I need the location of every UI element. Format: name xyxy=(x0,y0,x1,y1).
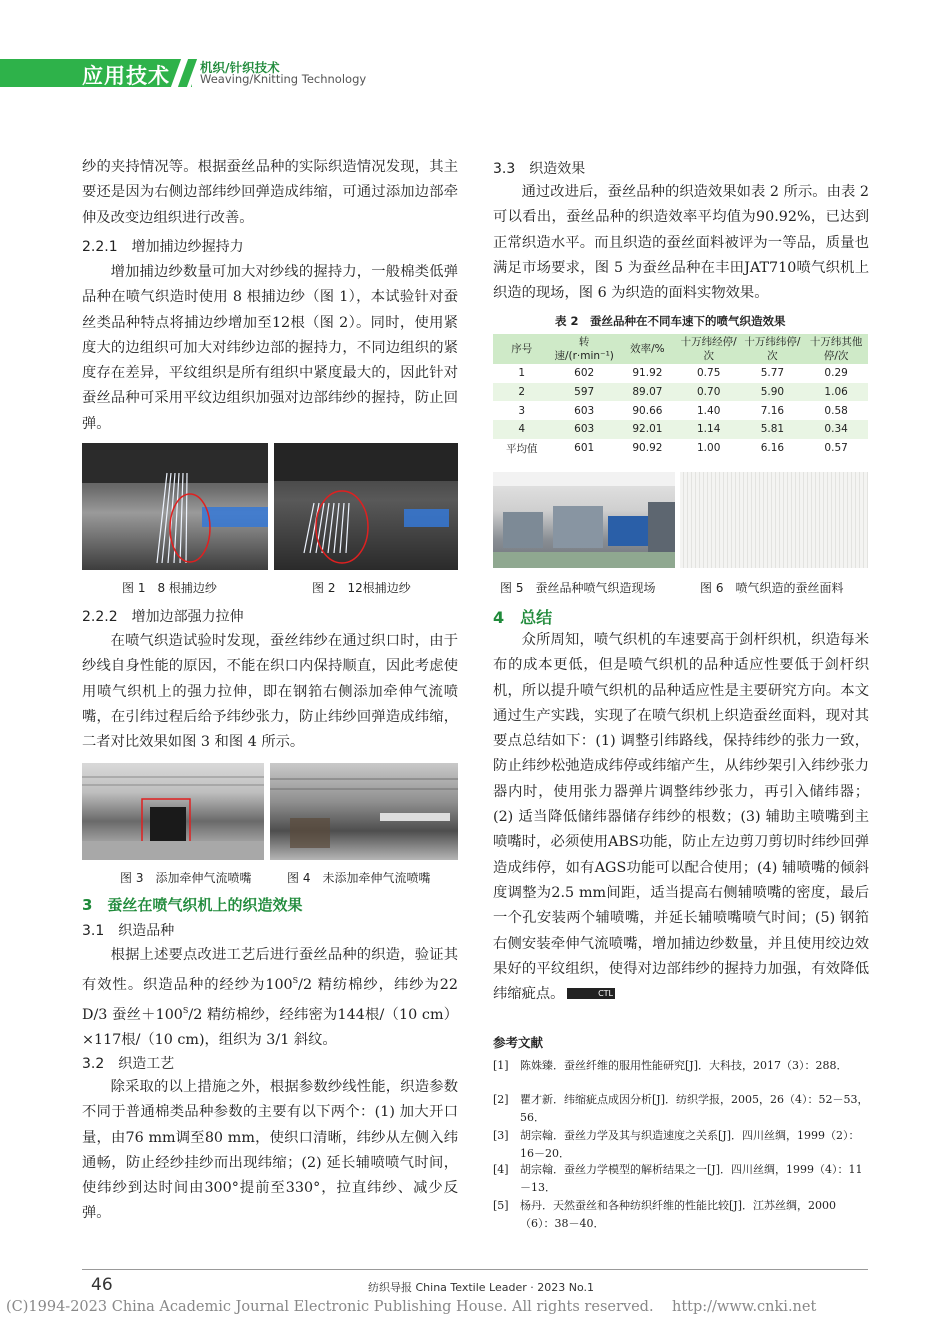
table-cell: 92.01 xyxy=(618,420,677,439)
table-cell: 0.29 xyxy=(804,364,868,383)
table-header-cell: 序号 xyxy=(493,334,550,364)
header-section: 应用技术 xyxy=(82,64,170,88)
reference-item xyxy=(493,1161,873,1197)
subsection-3-2: 3.2 织造工艺 xyxy=(82,1056,175,1072)
paragraph-4-text: 众所周知，喷气织机的车速要高于剑杆织机，织造每米布的成本更低，但是喷气织机的品种适应性要低于剑杆织机，所以提升喷气织机的品种适应性是主要研究方向。本文通过生产实践，实现了在喷气织机上织造蚕丝面料，现对其要点总结如下：(1) 调整引纬路线，保持纬纱的张力一致，防止纬纱松弛造成纬停或纬缩产生，从纬纱架引入纬纱张力器内时，使用张力器弹片调整纬纱张力，再引入储纬器；(2) 适当降低储纬器储存纬纱的根数；(3) 辅助主喷嘴到主喷嘴时，必须使用ABS功能，防止左边剪刀剪切时纬纱回弹造成纬停，如有AGS功能可以配合使用；(4) 辅喷嘴的倾斜度调整为2.5 mm间距，适当提高右侧辅喷嘴的密度，最后一个孔安装两个辅喷嘴，并延长辅喷嘴喷气时间；(5) 钢筘右侧安装牵伸气流喷嘴，增加捕边纱数量，并且使用绞边效果好的平纹组织，使得对边部纬纱的握持力加强，有效降低纬缩疵点。 xyxy=(493,632,869,1003)
reference-text: 胡宗翰．蚕丝力学及其与织造速度之关系[J]．四川丝绸，1999（2）：16－20． xyxy=(520,1129,860,1160)
table-header-cell: 十万纬经停/次 xyxy=(677,334,741,364)
references-title: 参考文献 xyxy=(493,1035,544,1050)
table-cell: 3 xyxy=(493,401,550,420)
table-2-title: 表 2 蚕丝品种在不同车速下的喷气织造效果 xyxy=(555,314,786,328)
superscript-s-2: S xyxy=(182,1006,189,1016)
reference-item xyxy=(493,1057,873,1093)
reference-item xyxy=(493,1127,873,1163)
subsection-2-2-1: 2.2.1 增加捕边纱握持力 xyxy=(82,239,244,255)
reference-text: 胡宗翰．蚕丝力学模型的解析结果之一[J]．四川丝绸，1999（4）：11－13． xyxy=(520,1163,863,1194)
figure-4-photo xyxy=(270,763,458,860)
figure-3-photo xyxy=(82,763,264,860)
paragraph-3-1-part2: /2 精纺棉纱，纬纱为22 D/3 蚕丝＋100 xyxy=(82,977,458,1024)
footer-copyright: (C)1994-2023 China Academic Journal Electronic Publishing House. All rights reserved. http://www.cnki.net xyxy=(6,1299,817,1315)
table-row xyxy=(493,383,868,402)
reference-item xyxy=(493,1197,873,1233)
reference-text: 瞿才新．纬缩疵点成因分析[J]．纺织学报，2005，26（4）：52－53，56． xyxy=(520,1093,869,1124)
table-header-cell: 转速/(r·min⁻¹) xyxy=(550,334,618,364)
paragraph-3-1 xyxy=(82,943,458,1054)
figure-4-caption: 图 4 未添加牵伸气流喷嘴 xyxy=(287,871,431,885)
end-mark: CTL xyxy=(567,988,615,999)
table-cell: 5.90 xyxy=(741,383,805,402)
table-cell: 5.77 xyxy=(741,364,805,383)
reference-item xyxy=(493,1091,873,1127)
table-cell: 602 xyxy=(550,364,618,383)
figure-1-caption: 图 1 8 根捕边纱 xyxy=(122,581,217,595)
table-cell: 90.92 xyxy=(618,439,677,458)
table-cell: 1.00 xyxy=(677,439,741,458)
table-cell: 603 xyxy=(550,420,618,439)
reference-text: 杨丹．天然蚕丝和各种纺织纤维的性能比较[J]．江苏丝绸，2000（6）：38－40． xyxy=(520,1199,836,1230)
table-cell: 1.14 xyxy=(677,420,741,439)
table-cell: 603 xyxy=(550,401,618,420)
table-2 xyxy=(493,334,868,457)
table-cell: 2 xyxy=(493,383,550,402)
table-cell: 91.92 xyxy=(618,364,677,383)
table-row xyxy=(493,401,868,420)
table-cell: 0.70 xyxy=(677,383,741,402)
reference-number: [2] xyxy=(493,1093,509,1106)
table-cell: 601 xyxy=(550,439,618,458)
table-cell: 0.75 xyxy=(677,364,741,383)
table-cell: 89.07 xyxy=(618,383,677,402)
table-cell: 0.34 xyxy=(804,420,868,439)
table-header-cell: 十万纬其他停/次 xyxy=(804,334,868,364)
paragraph-3-1-part3: /2 精纺棉纱，经纬密为144根/（10 cm）×117根/（10 cm)，组织为 3/1 斜纹。 xyxy=(82,1007,458,1049)
subsection-2-2-2: 2.2.2 增加边部强力拉伸 xyxy=(82,609,244,625)
table-cell: 1.40 xyxy=(677,401,741,420)
section-4-heading: 4 总结 xyxy=(493,608,553,627)
reference-number: [3] xyxy=(493,1129,509,1142)
subsection-3-1: 3.1 织造品种 xyxy=(82,923,175,939)
table-row xyxy=(493,364,868,383)
table-cell: 0.57 xyxy=(804,439,868,458)
table-cell: 5.81 xyxy=(741,420,805,439)
table-row xyxy=(493,420,868,439)
table-cell: 90.66 xyxy=(618,401,677,420)
table-cell: 1 xyxy=(493,364,550,383)
figure-2-caption: 图 2 12根捕边纱 xyxy=(312,581,411,595)
table-header-cell: 效率/% xyxy=(618,334,677,364)
paragraph-intro: 纱的夹持情况等。根据蚕丝品种的实际织造情况发现，其主要还是因为右侧边部纬纱回弹造成纬缩，可通过添加边部牵伸及改变边组织进行改善。 xyxy=(82,159,458,226)
table-header-row xyxy=(493,334,868,364)
reference-number: [4] xyxy=(493,1163,509,1176)
figure-5-photo xyxy=(493,472,675,568)
subsection-3-3: 3.3 织造效果 xyxy=(493,161,586,177)
footer-rule xyxy=(82,1269,868,1270)
reference-number: [1] xyxy=(493,1059,509,1072)
figure-6-caption: 图 6 喷气织造的蚕丝面料 xyxy=(700,581,844,595)
header-category-cn: 机织/针织技术 xyxy=(200,60,280,75)
table-row xyxy=(493,439,868,458)
table-cell: 1.06 xyxy=(804,383,868,402)
superscript-s-1: S xyxy=(292,976,299,986)
reference-number: [5] xyxy=(493,1199,509,1212)
figure-6-photo xyxy=(680,472,868,568)
page-number: 46 xyxy=(91,1275,113,1295)
table-cell: 6.16 xyxy=(741,439,805,458)
table-cell: 597 xyxy=(550,383,618,402)
paragraph-3-3: 通过改进后，蚕丝品种的织造效果如表 2 所示。由表 2 可以看出，蚕丝品种的织造效率平均值为90.92%，已达到正常织造水平。而且织造的蚕丝面料被评为一等品，质量也满足市场要求，图 5 为蚕丝品种在丰田JAT710喷气织机上织造的现场，图 6 为织造的面料实物效果。 xyxy=(493,184,869,302)
table-cell: 4 xyxy=(493,420,550,439)
paragraph-2-2-1: 增加捕边纱数量可加大对纱线的握持力，一般棉类低弹品种在喷气织造时使用 8 根捕边纱（图 1），本试验针对蚕丝类品种特点将捕边纱增加至12根（图 2）。同时，使用紧度大的边组织可加大对纬纱边部的握持力，不同边组织的紧度存在差异，平纹组织是所有组织中紧度最大的，因此针对蚕丝品种可采用平纹边组织加强对边部纬纱的握持，防止回弹。 xyxy=(82,264,458,432)
table-header-cell: 十万纬纬停/次 xyxy=(741,334,805,364)
figure-2-photo xyxy=(274,443,458,570)
figure-5-caption: 图 5 蚕丝品种喷气织造现场 xyxy=(500,581,656,595)
section-3-heading: 3 蚕丝在喷气织机上的织造效果 xyxy=(82,896,303,914)
table-cell: 7.16 xyxy=(741,401,805,420)
reference-text: 陈姝臻．蚕丝纤维的服用性能研究[J]．大科技，2017（3）：288． xyxy=(520,1059,848,1072)
paragraph-4 xyxy=(493,628,869,1007)
footer-journal: 纺织导报 China Textile Leader · 2023 No.1 xyxy=(368,1281,594,1294)
figure-1-photo xyxy=(82,443,268,570)
paragraph-3-1-part1: 根据上述要点改进工艺后进行蚕丝品种的织造，验证其有效性。织造品种的经纱为100 xyxy=(82,947,458,994)
table-cell: 0.58 xyxy=(804,401,868,420)
table-cell: 平均值 xyxy=(493,439,550,458)
header-category-en: Weaving/Knitting Technology xyxy=(200,72,367,86)
figure-3-caption: 图 3 添加牵伸气流喷嘴 xyxy=(120,871,252,885)
paragraph-3-2: 除采取的以上措施之外，根据参数纱线性能，织造参数不同于普通棉类品种参数的主要有以下两个：(1) 加大开口量，由76 mm调至80 mm，使织口清晰，纬纱从左侧入纬通畅，防止经纱挂纱而出现纬缩；(2) 延长辅喷喷气时间，使纬纱到达时间由300°提前至330°，拉直纬纱、减少反弹。 xyxy=(82,1079,458,1222)
paragraph-2-2-2: 在喷气织造试验时发现，蚕丝纬纱在通过织口时，由于纱线自身性能的原因，不能在织口内保持顺直，因此考虑使用喷气织机上的强力拉伸，即在钢筘右侧添加牵伸气流喷嘴，在引纬过程后给予纬纱张力，防止纬纱回弹造成纬缩，二者对比效果如图 3 和图 4 所示。 xyxy=(82,633,458,751)
